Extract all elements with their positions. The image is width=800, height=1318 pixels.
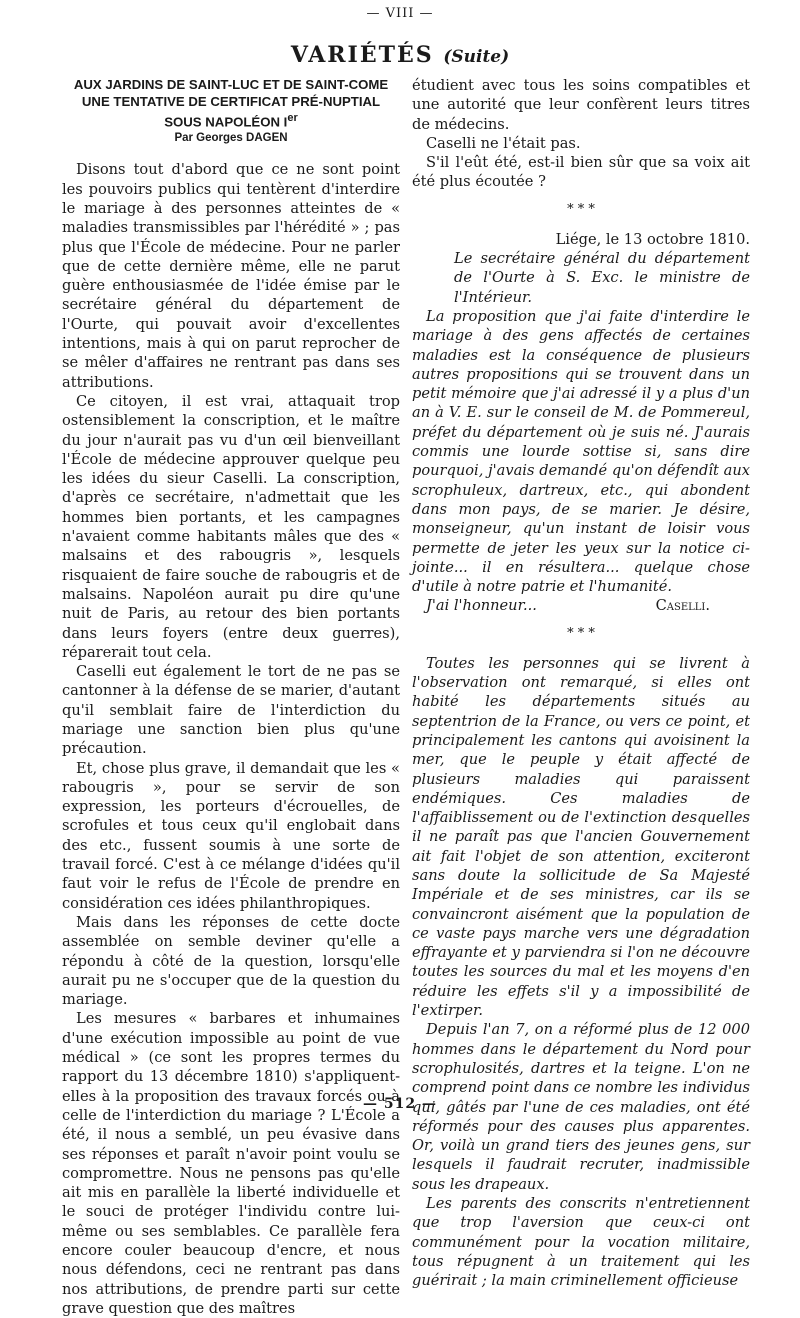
letter-body: La proposition que j'ai faite d'interdire le mariage à des gens affectés de certaines maladies est la conséquence de plusieurs autres propositions qui se trouvent dans un petit mémoire que j'ai adressé il y a plus d'un an à V. E. sur le conseil de M. de Pommereul, préfet du département où je suis né. J'aurais commis une lourde sottise si, sans dire pourquoi, j'avais demandé qu'on défendît aux scrophuleux, dartreux, etc., qui abondent dans mon pays, de se marier. Je désire, monseigneur, qu'un instant de loisir vous permette de jeter les yeux sur la notice ci-jointe... il en résultera... quelque chose d'utile à notre patrie et l'humanité. (412, 307, 750, 596)
section-suffix: (Suite) (443, 47, 510, 67)
paragraph: Les mesures « barbares et inhumaines d'une exécution impossible au point de vue médical » (ce sont les propres termes du rapport du 13 décembre 1810) s'appliquent-elles à la proposition des travaux forcés ou à celle de l'interdiction du mariage ? L'École a été, il nous a semblé, un peu évasive dans ses réponses et paraît n'avoir point voulu se compromettre. Nous ne pensons pas qu'elle ait mis en parallèle la liberté individuelle et le souci de protéger l'individu contre lui-même ou ses semblables. Ce parallèle fera encore couler beaucoup d'encre, et nous nous défendons, ceci ne rentrant pas dans nos attributions, de prendre parti sur cette grave question que des maîtres (62, 1010, 400, 1317)
section-name: VARIÉTÉS (290, 42, 434, 68)
left-column (62, 76, 400, 1318)
letter-address: Le secrétaire général du département de l'Ourte à S. Exc. le ministre de l'Intérieur. (454, 250, 750, 306)
paragraph: S'il l'eût été, est-il bien sûr que sa voix ait été plus écoutée ? (412, 154, 750, 191)
asterism-divider: * * * (567, 625, 595, 641)
article-title-line-1: AUX JARDINS DE SAINT-LUC ET DE SAINT-COME (73, 77, 389, 92)
paragraph-continuation: étudient avec tous les soins compatibles et une autorité que leur confèrent leurs titres de médecins. (412, 77, 750, 133)
page-roman-numeral: — VIII — (366, 6, 434, 21)
memoir-paragraph: Depuis l'an 7, on a réformé plus de 12 000 hommes dans le département du Nord pour scrophulosités, dartres et la teigne. L'on ne comprend point dans ce nombre les individus qui, gâtés par l'une de ces maladies, ont été réformés pour des causes plus apparentes. Or, voilà un grand tiers des jeunes gens, sur lesquels il faudrait recruter, inadmissible sous les drapeaux. (412, 1021, 750, 1193)
letter-signature: Caselli. (655, 597, 710, 615)
asterism-divider: * * * (567, 201, 595, 217)
paragraph: Disons tout d'abord que ce ne sont point les pouvoirs publics qui tentèrent d'interdire le mariage à des personnes atteintes de « maladies transmissibles par l'hérédité » ; pas plus que l'École de médecine. Pour ne parler que de cette dernière même, elle ne parut guère enthousiasmée de l'idée émise par le secrétaire général du département de l'Ourte, qui pouvait avoir d'excellentes intentions, mais à qui on parut reprocher de se mêler d'affaires ne rentrant pas dans ses attributions. (62, 161, 400, 391)
letter-signature-line (412, 596, 750, 615)
page-number: — 512 — (363, 1096, 437, 1112)
paragraph: Caselli ne l'était pas. (426, 134, 581, 152)
article-title-line-3 (62, 110, 400, 130)
memoir-paragraph: Les parents des conscrits n'entretiennent que trop l'aversion que ceux-ci ont communément pour la vocation militaire, tous répugnent à un traitement qui les guérirait ; la main criminellement officieuse (412, 1195, 750, 1290)
paragraph: Ce citoyen, il est vrai, attaquait trop ostensiblement la conscription, et le maître du jour n'aurait pas vu d'un œil bienveillant l'École de médecine approuver quelque peu les idées du sieur Caselli. La conscription, d'après ce secrétaire, n'admettait que les hommes bien portants, et les campagnes n'avaient comme habitants mâles que des « malsains et des rabougris », lesquels risquaient de faire souche de rabougris et de malsains. Napoléon aurait pu dire qu'une nuit de Paris, au retour des bien portants dans leurs foyers (entre deux guerres), réparerait tout cela. (62, 392, 400, 661)
article-title-line-2: UNE TENTATIVE DE CERTIFICAT PRÉ-NUPTIAL (81, 94, 381, 109)
article-author: Par Georges DAGEN (174, 132, 288, 145)
paragraph: Et, chose plus grave, il demandait que les « rabougris », pour se servir de son expression, les porteurs d'écrouelles, de scrofules et tous ceux qu'il englobait dans des etc., fussent soumis à une sorte de travail forcé. C'est à ce mélange d'idées qu'il faut voir le refus de l'École de prendre en considération ces idées philanthropiques. (62, 759, 400, 912)
title-line-3-superscript: er (287, 112, 298, 124)
letter-closing: J'ai l'honneur... (426, 597, 537, 615)
paragraph: Caselli eut également le tort de ne pas se cantonner à la défense de se marier, d'autant qu'il semblait faire de l'interdiction du mariage une sanction bien plus qu'une précaution. (62, 663, 400, 758)
title-line-3-text: SOUS NAPOLÉON I (164, 114, 288, 130)
memoir-paragraph: Toutes les personnes qui se livrent à l'observation ont remarqué, si elles ont habité les départements situés au septentrion de la France, ou vers ce point, et principalement les cantons qui avoisinent la mer, que le peuple y était affecté de plusieurs maladies qui paraissent endémiques. Ces maladies de l'affaiblissement ou de l'extinction desquelles il ne paraît pas que l'ancien Gouvernement ait fait l'objet de son attention, exciteront sans doute la sollicitude de Sa Majesté Impériale et de ses ministres, car ils se convaincront aisément que la population de ce vaste pays marche vers une dégradation effrayante et y parviendra si l'on ne découvre toutes les sources du mal et les moyens d'en réduire les effets s'il y a impossibilité de l'extirper. (412, 654, 750, 1020)
paragraph: Mais dans les réponses de cette docte assemblée on semble deviner qu'elle a répondu à côté de la question, lorsqu'elle aurait pu ne s'occuper que de la question du mariage. (62, 913, 400, 1009)
section-title (0, 42, 800, 68)
letter-dateline: Liége, le 13 octobre 1810. (555, 230, 750, 248)
